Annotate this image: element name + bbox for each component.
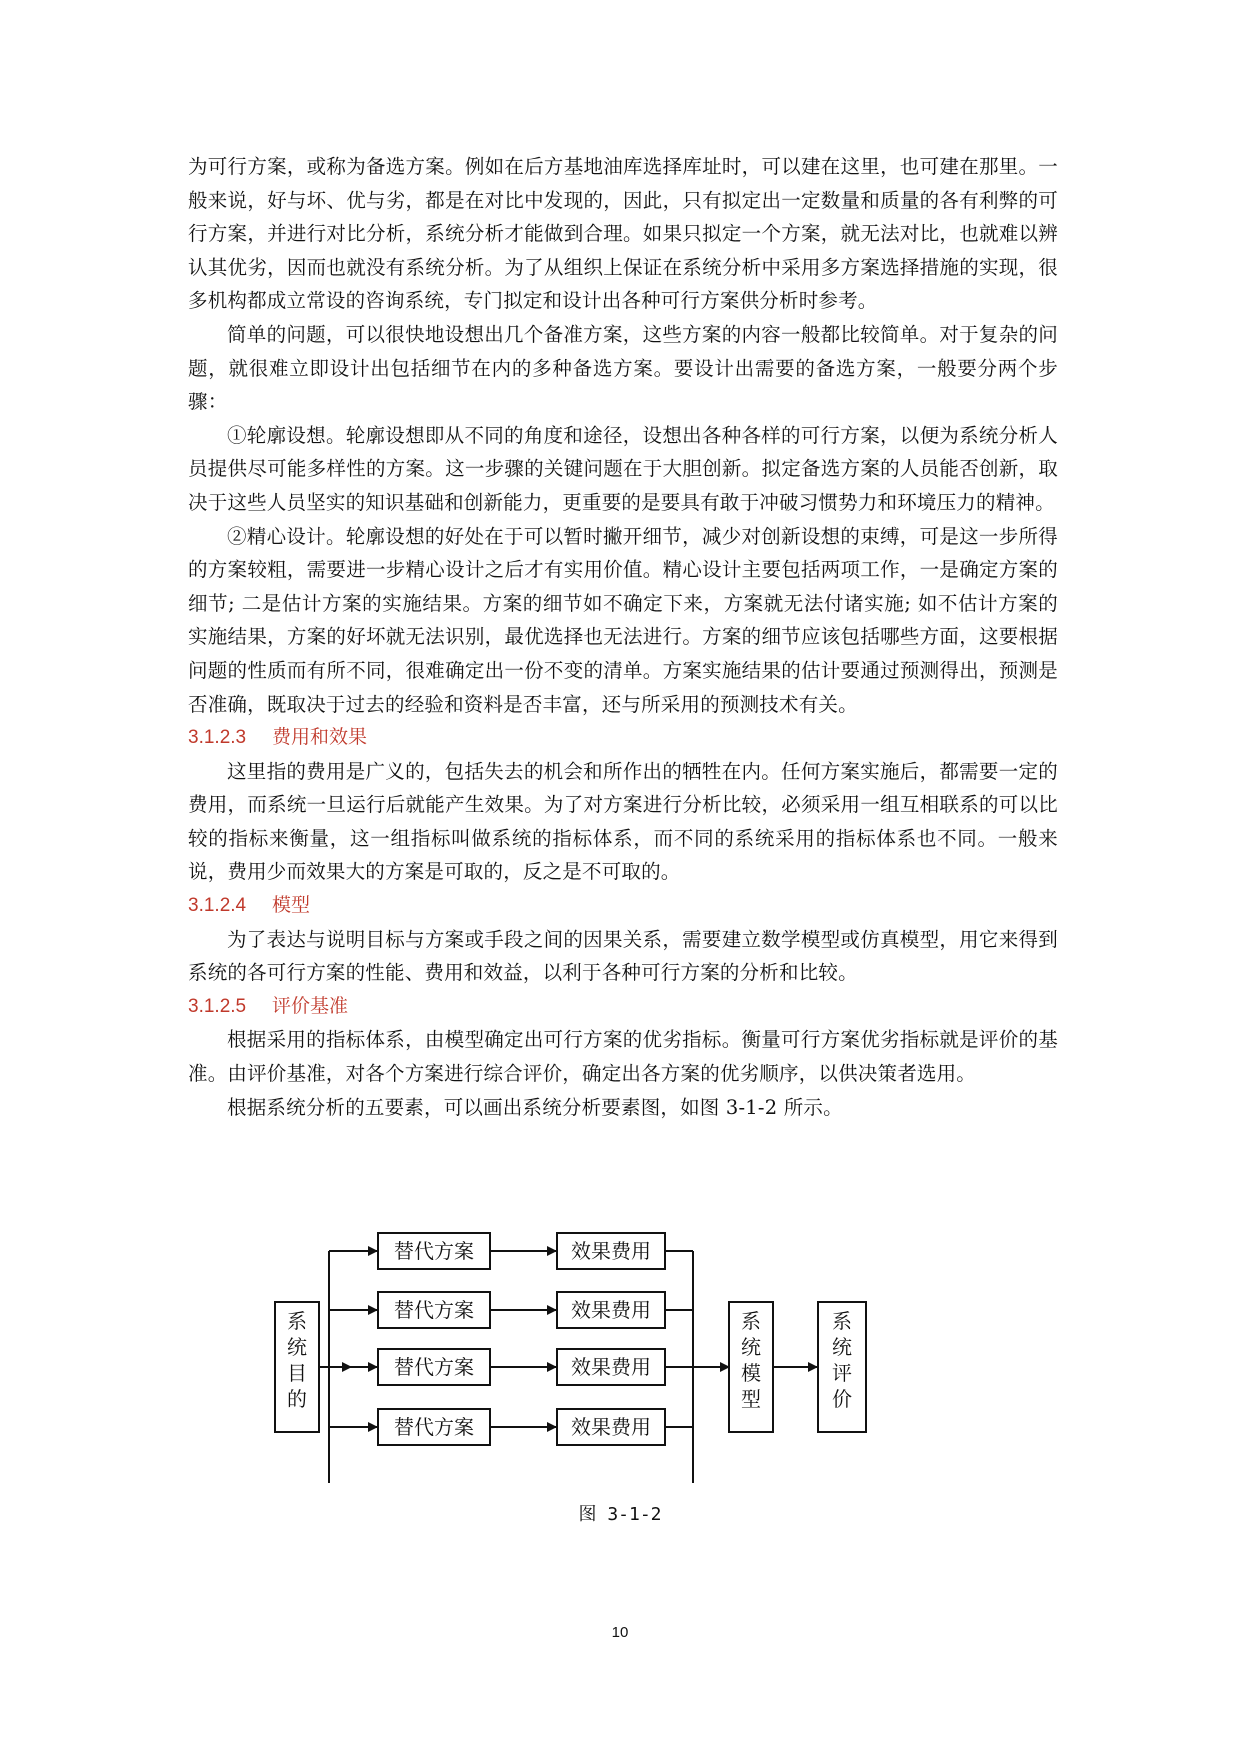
- section-title: 费用和效果: [272, 726, 368, 749]
- goal-char: 统: [287, 1335, 307, 1359]
- evaluation-char: 统: [832, 1335, 852, 1359]
- goal-char: 的: [287, 1387, 307, 1411]
- effect-cost-label: 效果费用: [571, 1415, 651, 1439]
- model-char: 系: [741, 1309, 761, 1333]
- effect-cost-label: 效果费用: [571, 1298, 651, 1322]
- section-number: 3.1.2.4: [188, 895, 247, 917]
- section-heading: [188, 889, 1058, 923]
- section-title: 评价基准: [272, 994, 349, 1017]
- paragraph: ①轮廓设想。轮廓设想即从不同的角度和途径，设想出各种各样的可行方案，以便为系统分析人员提供尽可能多样性的方案。这一步骤的关键问题在于大胆创新。拟定备选方案的人员能否创新，取决于这些人员坚实的知识基础和创新能力，更重要的是要具有敢于冲破习惯势力和环境压力的精神。: [188, 423, 1058, 514]
- paragraph: 简单的问题，可以很快地设想出几个备准方案，这些方案的内容一般都比较简单。对于复杂的问题，就很难立即设计出包括细节在内的多种备选方案。要设计出需要的备选方案，一般要分两个步骤：: [188, 322, 1058, 414]
- diagram-rows: [329, 1233, 693, 1445]
- evaluation-char: 评: [832, 1361, 852, 1385]
- section-number: 3.1.2.3: [188, 727, 247, 749]
- page-number: 10: [611, 1624, 629, 1641]
- paragraph: 为了表达与说明目标与方案或手段之间的因果关系，需要建立数学模型或仿真模型，用它来得到系统的各可行方案的性能、费用和效益，以利于各种可行方案的分析和比较。: [188, 927, 1058, 985]
- section-heading: [188, 990, 1058, 1024]
- diagram-svg: [273, 1230, 973, 1500]
- paragraph: 这里指的费用是广义的，包括失去的机会和所作出的牺牲在内。任何方案实施后，都需要一定的费用，而系统一旦运行后就能产生效果。为了对方案进行分析比较，必须采用一组互相联系的可以比较的指标来衡量，这一组指标叫做系统的指标体系，而不同的系统采用的指标体系也不同。一般来说，费用少而效果大的方案是可取的，反之是不可取的。: [188, 759, 1058, 884]
- goal-char: 系: [287, 1309, 307, 1333]
- effect-cost-label: 效果费用: [571, 1239, 651, 1263]
- alternative-label: 替代方案: [394, 1415, 474, 1439]
- section-heading: [188, 721, 1058, 755]
- model-char: 统: [741, 1335, 761, 1359]
- alternative-label: 替代方案: [394, 1355, 474, 1379]
- alternative-label: 替代方案: [394, 1298, 474, 1322]
- figure-caption: 图 3-1-2: [578, 1504, 662, 1525]
- evaluation-char: 系: [832, 1309, 852, 1333]
- paragraph: 为可行方案，或称为备选方案。例如在后方基地油库选择库址时，可以建在这里，也可建在那里。一般来说，好与坏、优与劣，都是在对比中发现的，因此，只有拟定出一定数量和质量的各有利弊的可行方案，并进行对比分析，系统分析才能做到合理。如果只拟定一个方案，就无法对比，也就难以辨认其优劣，因而也就没有系统分析。为了从组织上保证在系统分析中采用多方案选择措施的实现，很多机构都成立常设的咨询系统，专门拟定和设计出各种可行方案供分析时参考。: [188, 155, 1058, 313]
- alternative-label: 替代方案: [394, 1239, 474, 1263]
- page-body: [188, 150, 1058, 1124]
- section-title: 模型: [272, 894, 311, 917]
- figure-reference: 根据系统分析的五要素，可以画出系统分析要素图，如图 3-1-2 所示。: [227, 1095, 843, 1119]
- paragraph: ②精心设计。轮廓设想的好处在于可以暂时撇开细节，减少对创新设想的束缚，可是这一步所得的方案较粗，需要进一步精心设计之后才有实用价值。精心设计主要包括两项工作，一是确定方案的细节; 二是估计方案的实施结果。方案的细节如不确定下来，方案就无法付诸实施; 如不估计方案的实施结果，方案的好坏就无法识别，最优选择也无法进行。方案的细节应该包括哪些方面，这要根据问题的性质而有所不同，很难确定出一份不变的清单。方案实施结果的估计要通过预测得出，预测是否准确，既取决于过去的经验和资料是否丰富，还与所采用的预测技术有关。: [188, 524, 1058, 716]
- effect-cost-label: 效果费用: [571, 1355, 651, 1379]
- paragraph: 根据采用的指标体系，由模型确定出可行方案的优劣指标。衡量可行方案优劣指标就是评价的基准。由评价基准，对各个方案进行综合评价，确定出各方案的优劣顺序，以供决策者选用。: [188, 1028, 1058, 1086]
- goal-char: 目: [287, 1361, 307, 1385]
- model-char: 模: [741, 1361, 761, 1385]
- system-analysis-diagram: [273, 1230, 973, 1540]
- model-char: 型: [741, 1387, 761, 1411]
- section-number: 3.1.2.5: [188, 995, 247, 1017]
- evaluation-char: 价: [832, 1387, 852, 1411]
